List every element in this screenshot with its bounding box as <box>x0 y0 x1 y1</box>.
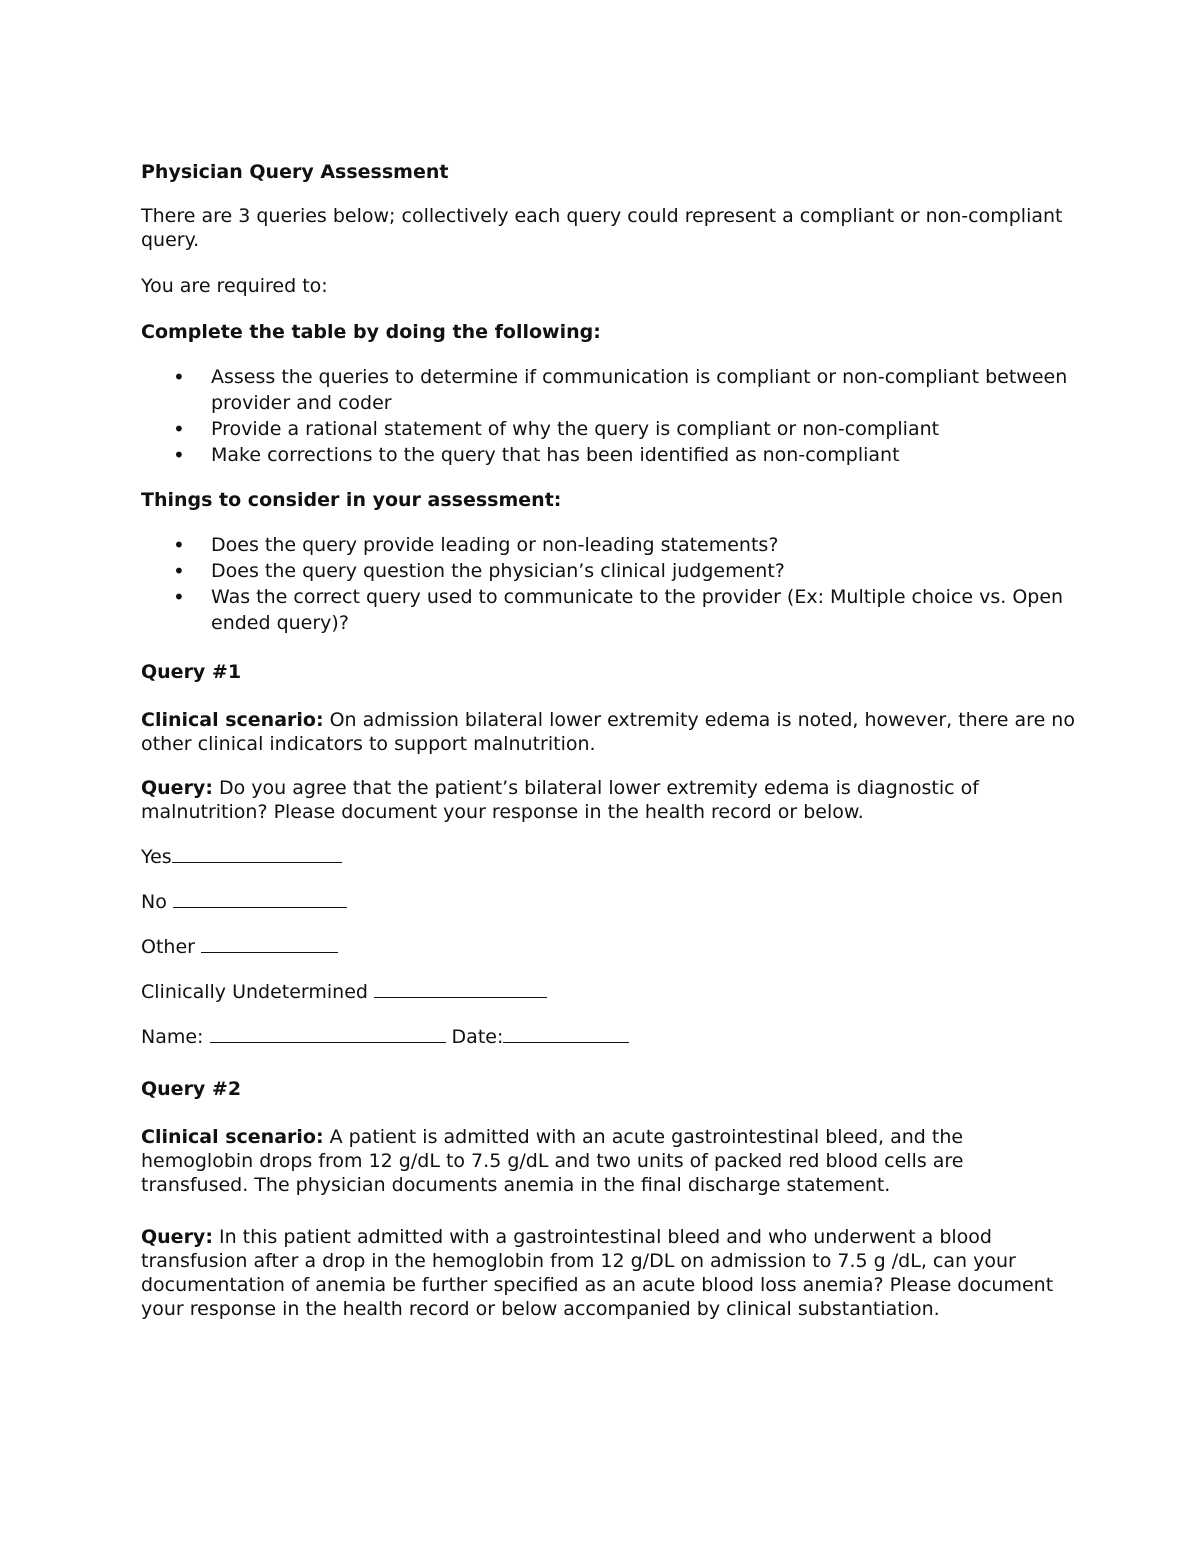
query-1-section <box>141 660 1076 1049</box>
option-no-label: No <box>141 891 173 913</box>
required-text: You are required to: <box>141 275 328 297</box>
no-blank-line[interactable] <box>173 889 347 908</box>
name-blank-line[interactable] <box>210 1024 446 1043</box>
query-1-scenario <box>141 708 1076 756</box>
query-2-section <box>141 1077 1076 1321</box>
query-1-text <box>141 776 1076 824</box>
task-item: • Assess the queries to determine if communication is compliant or non-compliant between provider and coder <box>141 364 1076 416</box>
option-undetermined <box>141 979 1076 1004</box>
scenario-label: Clinical scenario: <box>141 709 324 731</box>
date-label: Date: <box>445 1026 504 1048</box>
consider-item: • Was the correct query used to communicate to the provider (Ex: Multiple choice vs. Open ended query)? <box>141 584 1076 636</box>
task-item: • Provide a rational statement of why the query is compliant or non-compliant <box>141 416 1076 442</box>
yes-blank-line[interactable] <box>172 844 342 863</box>
option-yes-label: Yes <box>141 846 172 868</box>
scenario-text: A patient is admitted with an acute gastrointestinal bleed, and the hemoglobin drops from 12 g/dL to 7.5 g/dL and two units of packed red blood cells are transfused. The physician documents anemia in the final discharge statement. <box>141 1126 964 1196</box>
document-page <box>141 160 1076 1341</box>
intro-text: There are 3 queries below; collectively each query could represent a compliant or non-compliant query. <box>141 205 1063 251</box>
option-other <box>141 934 1076 959</box>
date-blank-line[interactable] <box>503 1024 629 1043</box>
name-label: Name: <box>141 1026 210 1048</box>
other-blank-line[interactable] <box>201 934 338 953</box>
task-heading: Complete the table by doing the following: <box>141 321 601 343</box>
query-2-heading: Query #2 <box>141 1078 242 1100</box>
query-1-heading: Query #1 <box>141 661 242 683</box>
consider-item: • Does the query question the physician’s clinical judgement? <box>141 558 1076 584</box>
query-2-scenario <box>141 1125 1076 1197</box>
name-date-line <box>141 1024 1076 1049</box>
task-item: • Make corrections to the query that has been identified as non-compliant <box>141 442 1076 468</box>
query-text: Do you agree that the patient’s bilateral lower extremity edema is diagnostic of malnutrition? Please document your response in the health record or below. <box>141 777 979 823</box>
option-other-label: Other <box>141 936 201 958</box>
query-2-text <box>141 1225 1076 1321</box>
query-label: Query: <box>141 1226 213 1248</box>
document-title: Physician Query Assessment <box>141 161 449 183</box>
task-list <box>141 364 1076 468</box>
consider-list <box>141 532 1076 636</box>
consider-item: • Does the query provide leading or non-leading statements? <box>141 532 1076 558</box>
consider-heading: Things to consider in your assessment: <box>141 489 562 511</box>
option-no <box>141 889 1076 914</box>
scenario-label: Clinical scenario: <box>141 1126 324 1148</box>
option-undetermined-label: Clinically Undetermined <box>141 981 375 1003</box>
undetermined-blank-line[interactable] <box>374 979 547 998</box>
query-label: Query: <box>141 777 213 799</box>
scenario-text: On admission bilateral lower extremity edema is noted, however, there are no other clinical indicators to support malnutrition. <box>141 709 1075 755</box>
option-yes <box>141 844 1076 869</box>
query-text: In this patient admitted with a gastrointestinal bleed and who underwent a blood transfusion after a drop in the hemoglobin from 12 g/DL on admission to 7.5 g /dL, can your documentation of anemia be further specified as an acute blood loss anemia? Please document your response in the health record or below accompanied by clinical substantiation. <box>141 1226 1054 1320</box>
